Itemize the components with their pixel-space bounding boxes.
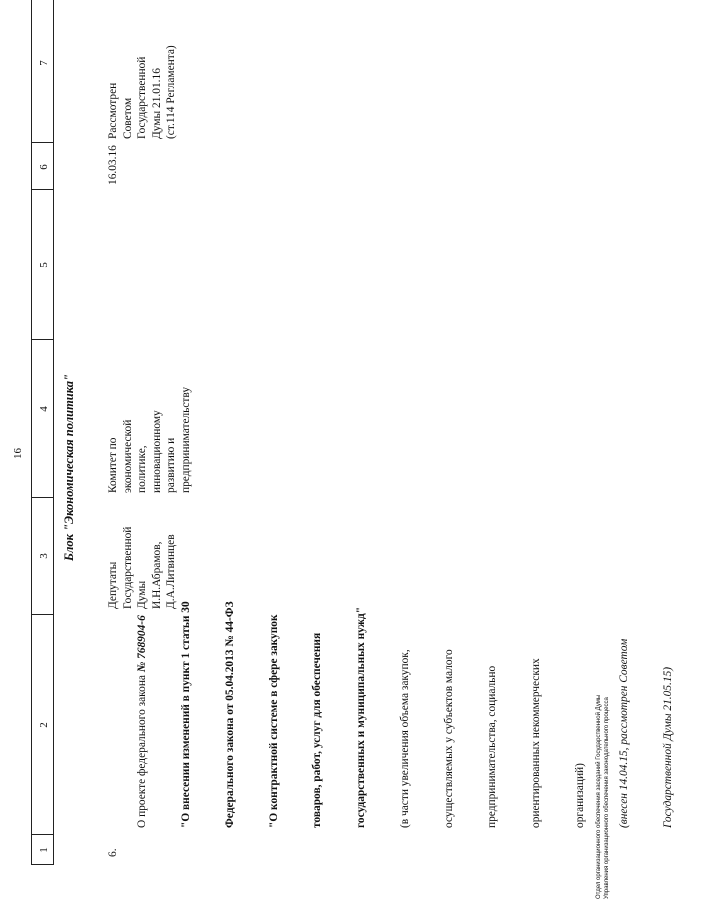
bill-line-12: Государственной Думы 21.05.15) <box>661 666 674 828</box>
footer-department <box>595 695 611 899</box>
bill-line-0 <box>135 613 150 828</box>
column-divider-6-7 <box>31 142 53 143</box>
bill-line-6: (в части увеличения объема закупок, <box>398 649 411 828</box>
column-number-5: 5 <box>38 262 50 268</box>
responsible-committee: Комитет по экономической политике, инновационному развитию и предпринимательству <box>107 386 192 493</box>
bill-line-2: Федерального закона от 05.04.2013 № 44-ФЗ <box>223 601 236 828</box>
table-header-top-line <box>31 0 32 865</box>
row-number: 6. <box>107 848 119 857</box>
column-number-6: 6 <box>38 164 50 170</box>
bill-line-10: организаций) <box>574 763 586 828</box>
table-header-bottom-line <box>53 0 54 865</box>
bill-line-1: "О внесении изменений в пункт 1 статьи 30 <box>179 601 192 828</box>
column-number-3: 3 <box>38 553 50 559</box>
column-number-1: 1 <box>38 847 50 853</box>
consideration-date: 16.03.16 <box>107 145 119 185</box>
bill-line-4: товаров, работ, услуг для обеспечения <box>311 632 324 828</box>
column-number-4: 4 <box>38 406 50 412</box>
column-divider-3-4 <box>31 497 53 498</box>
page-number: 16 <box>12 448 24 459</box>
bill-line-3: "О контрактной системе в сфере закупок <box>267 614 280 828</box>
bill-authors: Депутаты Государственной Думы И.Н.Абрамов, Д.А.Литвинцев <box>107 526 178 609</box>
bill-status: Рассмотрен Советом Государственной Думы 21.01.16 (ст.114 Регламента) <box>107 45 178 139</box>
bill-description <box>106 601 704 828</box>
block-title: Блок "Экономическая политика" <box>62 374 76 561</box>
bill-line-7: осуществляемых у субъектов малого <box>442 649 455 828</box>
footer-line-1: Отдел организационного обеспечения заседаний Государственной Думы <box>596 694 602 899</box>
column-divider-2-3 <box>31 614 53 615</box>
bill-line-11: (внесен 14.04.15, рассмотрен Советом <box>617 638 630 828</box>
bill-prefix: О проекте федерального закона <box>136 672 149 828</box>
column-divider-1-2 <box>31 834 53 835</box>
column-divider-4-5 <box>31 339 53 340</box>
table-border-left <box>31 864 53 865</box>
bill-line-9: ориентированных некоммерческих <box>530 658 543 828</box>
bill-number: № 768904-6 <box>136 615 149 673</box>
footer-line-2: Управления организационного обеспечения законодательного процесса <box>604 697 610 899</box>
column-number-2: 2 <box>38 722 50 728</box>
bill-line-8: предпринимательства, социально <box>486 665 499 828</box>
column-divider-5-6 <box>31 189 53 190</box>
column-number-7: 7 <box>38 60 50 66</box>
bill-line-5: государственных и муниципальных нужд" <box>355 606 368 828</box>
